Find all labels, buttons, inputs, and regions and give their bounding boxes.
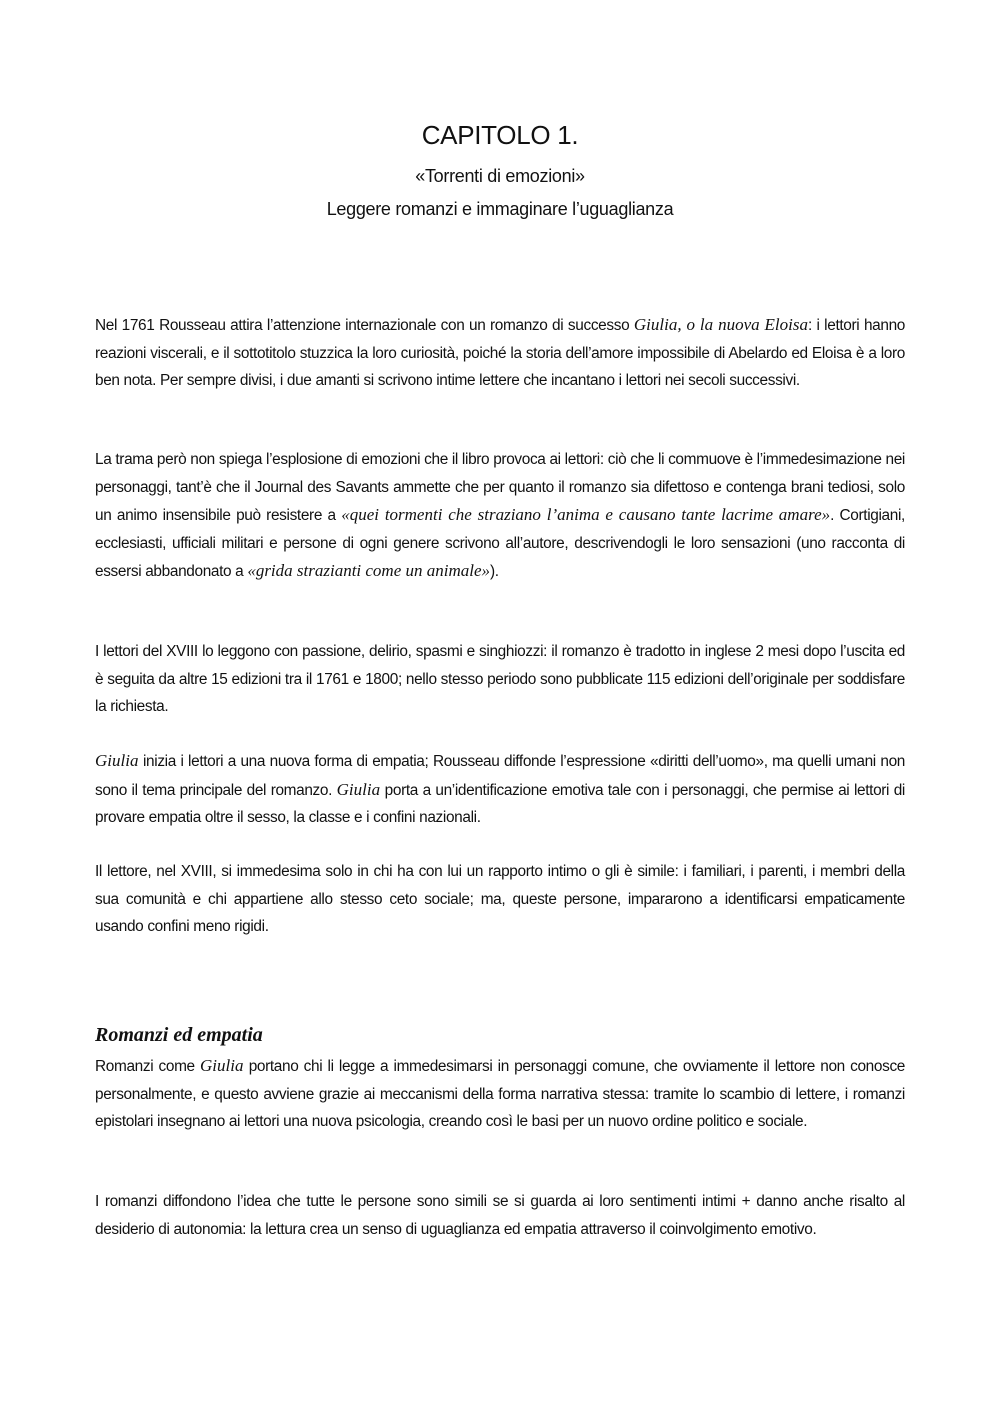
book-title-italic: Giulia, o la nuova Eloisa	[633, 315, 808, 334]
book-title-italic: Giulia	[200, 1056, 244, 1075]
chapter-subtitle: «Torrenti di emozioni»	[415, 166, 585, 186]
quote-italic: «grida strazianti come un animale»	[247, 561, 491, 580]
paragraph-text: portano chi li legge a immedesimarsi in personaggi comune, che ovviamente il lettore non conosce personalmente, e questo avviene grazie ai meccanismi della forma narrativa stessa: tramite lo scambio di lettere, i romanzi epistolari insegnano ai lettori una nuova psicologia, creando così le basi per un nuovo ordine politico e sociale.	[95, 1058, 905, 1130]
paragraph-5: Il lettore, nel XVIII, si immedesima solo in chi ha con lui un rapporto intimo o gli è simile: i familiari, i parenti, i membri della sua comunità e chi appartiene allo stesso ceto sociale; ma, queste persone, impararono a identificarsi empaticamente usando confini meno rigidi.	[95, 863, 905, 935]
book-title-italic: Giulia	[336, 779, 381, 799]
paragraph-text: ).	[490, 563, 499, 580]
paragraph-3: I lettori del XVIII lo leggono con passione, delirio, spasmi e singhiozzi: il romanzo è tradotto in inglese 2 mesi dopo l’uscita ed è seguita da altre 15 edizioni tra il 1761 e 1800; nello stesso periodo sono pubblicate 115 edizioni dell’originale per soddisfare la richiesta.	[95, 643, 905, 715]
paragraph-text: porta a un’identificazione emotiva tale con i personaggi, che permise ai lettori di provare empatia oltre il sesso, la classe e i confini nazionali.	[95, 781, 905, 826]
paragraph-6	[95, 1052, 905, 1136]
paragraph-text: inizia i lettori a una nuova forma di empatia; Rousseau diffonde l’espressione «diritti dell’uomo», ma quelli umani non sono il tema principale del romanzo.	[95, 753, 905, 799]
paragraph-text: . Cortigiani, ecclesiasti, ufficiali militari e persone di ogni genere scrivono all’autore, descrivendogli le loro sensazioni (uno racconta di essersi abbandonato a	[95, 507, 905, 580]
paragraph-7: I romanzi diffondono l’idea che tutte le persone sono simili se si guarda ai loro sentimenti intimi + danno anche risalto al desiderio di autonomia: la lettura crea un senso di uguaglianza ed empatia attraverso il coinvolgimento emotivo.	[95, 1193, 905, 1238]
paragraph-text: La trama però non spiega l’esplosione di emozioni che il libro provoca ai lettori: ciò che li commuove è l’immedesimazione nei personaggi, tant’è che il Journal des Savants ammette che per quanto il romanzo sia difettoso e contenga brani tediosi, solo un animo insensibile può resistere a	[95, 451, 905, 524]
paragraph-text: Romanzi come	[95, 1058, 200, 1075]
paragraph-2	[95, 446, 905, 586]
chapter-title: CAPITOLO 1.	[421, 120, 579, 150]
book-title-italic: Giulia	[95, 751, 139, 770]
section-heading: Romanzi ed empatia	[95, 1024, 263, 1046]
paragraph-text: : i lettori hanno reazioni viscerali, e il sottotitolo stuzzica la loro curiosità, poiché la storia dell’amore impossibile di Abelardo ed Eloisa è a loro ben nota. Per sempre divisi, i due amanti si scrivono intime lettere che incantano i lettori nei secoli successivi.	[95, 317, 905, 389]
paragraph-1	[95, 311, 905, 395]
paragraph-4	[95, 747, 905, 832]
quote-italic: «quei tormenti che straziano l’anima e causano tante lacrime amare»	[341, 505, 831, 524]
chapter-subtitle-2: Leggere romanzi e immaginare l’uguaglianza	[326, 199, 674, 219]
paragraph-text: Nel 1761 Rousseau attira l’attenzione internazionale con un romanzo di successo	[95, 317, 634, 334]
